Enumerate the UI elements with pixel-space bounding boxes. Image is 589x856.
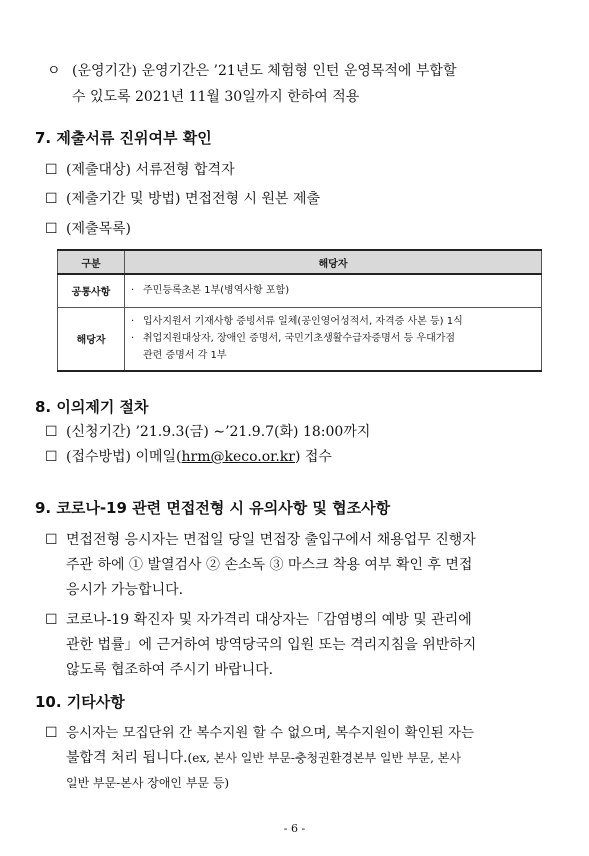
s9-p1-line-1: 면접전형 응시자는 면접일 당일 면접장 출입구에서 채용업무 진행자: [66, 532, 476, 548]
s8-application-period: (신청기간) ’21.9.3(금) ∼’21.9.7(화) 18:00까지: [66, 424, 371, 440]
s7-submission-period: (제출기간 및 방법) 면접전형 시 원본 제출: [66, 191, 321, 207]
section-7-heading: 7. 제출서류 진위여부 확인: [35, 129, 212, 147]
s9-p1-line-3: 응시가 가능합니다.: [66, 582, 184, 598]
operation-period-line-1: (운영기간) 운영기간은 ’21년도 체험형 인턴 운영목적에 부합할: [72, 63, 457, 79]
section-9-heading: 9. 코로나-19 관련 면접전형 시 유의사항 및 협조사항: [35, 499, 391, 517]
checkbox-bullet: ☐: [45, 725, 58, 741]
email-link[interactable]: hrm@keco.or.kr: [181, 449, 295, 465]
list-dot: ·: [131, 285, 135, 297]
checkbox-bullet: ☐: [45, 449, 58, 465]
checkbox-bullet: ☐: [45, 532, 58, 548]
list-item: 주민등록초본 1부(병역사항 포함): [143, 285, 290, 297]
list-item: 입사지원서 기재사항 증빙서류 일체(공인영어성적서, 자격증 사본 등) 1식: [143, 316, 463, 328]
s10-p1-line-3: 일반 부문-본사 장애인 부문 등): [66, 776, 230, 790]
checkbox-bullet: ☐: [45, 221, 58, 237]
s9-p2-line-3: 않도록 협조하여 주시기 바랍니다.: [66, 662, 274, 678]
table-row: [58, 274, 542, 307]
s9-p1-line-2: 주관 하에 ① 발열검사 ② 손소독 ③ 마스크 착용 여부 확인 후 면접: [66, 557, 473, 573]
section-10-heading: 10. 기타사항: [35, 693, 125, 711]
table-header-row: [58, 250, 542, 274]
disqualify-text: 불합격 처리 됩니다.: [66, 750, 188, 766]
table-header-category: 구분: [58, 250, 125, 274]
checkbox-bullet: ☐: [45, 191, 58, 207]
method-text: (접수방법) 이메일(: [66, 449, 182, 465]
list-dot: ·: [131, 333, 135, 345]
submission-table: [57, 249, 542, 372]
list-item: 취업지원대상자, 장애인 증명서, 국민기초생활수급자증명서 등 우대가점: [143, 333, 456, 345]
table-row-label: 해당자: [58, 307, 125, 371]
method-text-end: ) 접수: [294, 449, 332, 465]
s9-p2-line-2: 관한 법률」에 근거하여 방역당국의 입원 또는 격리지침을 위반하지: [66, 637, 477, 653]
s9-p2-line-1: 코로나-19 확진자 및 자가격리 대상자는「감염병의 예방 및 관리에: [66, 612, 472, 628]
table-row-items: [125, 307, 542, 371]
operation-period-line-2: 수 있도록 2021년 11월 30일까지 한하여 적용: [72, 89, 360, 105]
list-dot: ·: [131, 316, 135, 328]
page-number: - 6 -: [283, 822, 306, 835]
checkbox-bullet: ☐: [45, 162, 58, 178]
s10-p1-line-1: 응시자는 모집단위 간 복수지원 할 수 없으며, 복수지원이 확인된 자는: [66, 725, 475, 741]
checkbox-bullet: ☐: [45, 612, 58, 628]
table-row: [58, 307, 542, 371]
example-text: (ex, 본사 일반 부문-충청권환경본부 일반 부문, 본사: [187, 751, 461, 765]
s7-submission-target: (제출대상) 서류전형 합격자: [66, 162, 235, 178]
section-8-heading: 8. 이의제기 절차: [35, 398, 149, 416]
checkbox-bullet: ☐: [45, 424, 58, 440]
circle-bullet: ㅇ: [47, 63, 61, 79]
list-item: 관련 증명서 각 1부: [143, 350, 227, 362]
table-row-items: [125, 274, 542, 307]
s10-p1-line-2: [66, 748, 461, 768]
table-header-applicable: 해당자: [125, 250, 542, 274]
table-row-label: 공통사항: [58, 274, 125, 307]
s7-submission-list: (제출목록): [66, 221, 132, 237]
s8-submission-method: [66, 447, 332, 467]
